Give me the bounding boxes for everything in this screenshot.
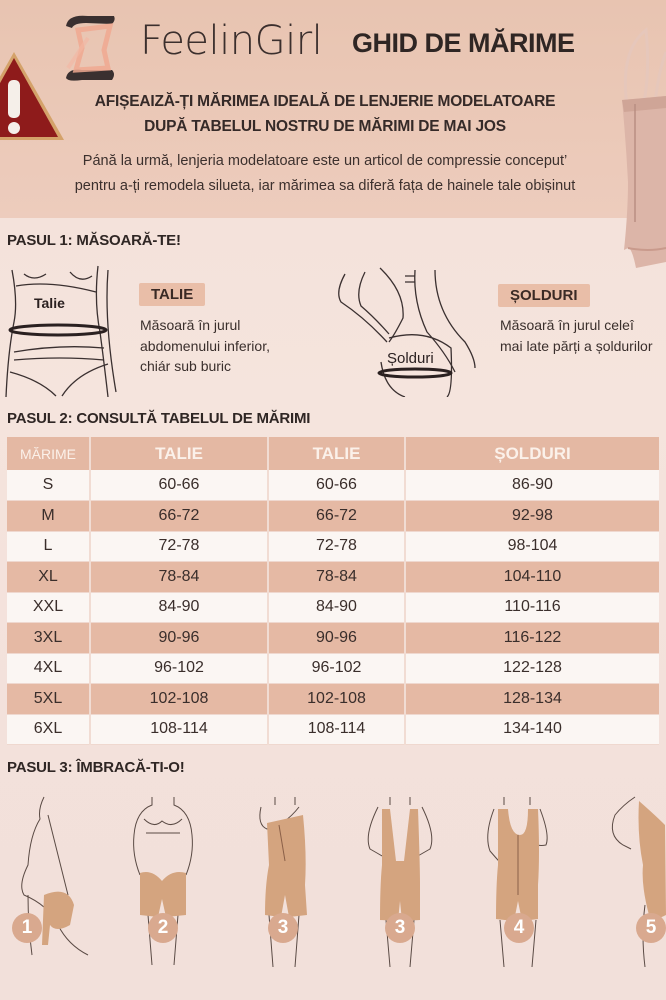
hips-cell: 92-98	[405, 501, 659, 532]
hips-cell: 116-122	[405, 623, 659, 654]
waist-cell: 66-72	[268, 501, 405, 532]
step-number-4: 4	[504, 913, 534, 943]
hips-desc-line-1: Măsoară în jurul celeî	[500, 317, 634, 333]
size-cell: XXL	[7, 592, 90, 623]
waist-cell: 108-114	[90, 714, 268, 745]
size-cell: 4XL	[7, 653, 90, 684]
waist-cell: 90-96	[90, 623, 268, 654]
size-cell: 5XL	[7, 684, 90, 715]
table-header-row	[7, 437, 659, 470]
hips-desc-line-2: mai late părți a șoldurilor	[500, 337, 653, 354]
intro-line-2: pentru a-ți remodela silueta, iar mărimea sa diferă fața de hainele tale obișinut	[74, 178, 576, 194]
waist-cell: 66-72	[90, 501, 268, 532]
waist-cell: 96-102	[268, 653, 405, 684]
hips-cell: 98-104	[405, 531, 659, 562]
intro-line-1: Pánă la urmă, lenjeria modelatoare este un articol de compressie conceput’	[82, 153, 568, 169]
hips-cell: 128-134	[405, 684, 659, 715]
waist-desc-line-3: chiár sub buric	[140, 358, 232, 374]
page-title: GHID DE MĂRIME	[352, 28, 575, 58]
waist-cell: 102-108	[90, 684, 268, 715]
warning-triangle-icon	[0, 48, 66, 144]
waist-cell: 60-66	[90, 470, 268, 501]
column-header-waist-2: TALIE	[268, 437, 405, 470]
shapewear-bodysuit-image	[588, 12, 666, 272]
step1-title: PASUL 1: MĂSOARĂ-TE!	[7, 232, 181, 249]
waist-cell: 84-90	[90, 592, 268, 623]
step-number-2: 2	[148, 913, 178, 943]
size-cell: XL	[7, 562, 90, 593]
brand-name: FeelinGirl	[140, 18, 323, 64]
step2-title: PASUL 2: CONSULTĂ TABELUL DE MĂRIMI	[7, 410, 311, 427]
size-cell: M	[7, 501, 90, 532]
step2-figure-pulling-up-icon	[128, 795, 198, 970]
hips-cell: 134-140	[405, 714, 659, 745]
step-number-1: 1	[12, 913, 42, 943]
table-row	[7, 562, 659, 593]
table-row	[7, 501, 659, 532]
table-row	[7, 623, 659, 654]
waist-cell: 72-78	[90, 531, 268, 562]
hips-figure-icon	[335, 262, 485, 397]
waist-figure-icon	[0, 262, 130, 397]
step-number-3a: 3	[268, 913, 298, 943]
step4-figure-adjusting-icon	[482, 795, 557, 970]
column-header-waist: TALIE	[90, 437, 268, 470]
table-row	[7, 714, 659, 745]
column-header-size: MĂRIME	[7, 437, 90, 470]
table-row	[7, 531, 659, 562]
table-row	[7, 653, 659, 684]
column-header-hips: ȘOLDURI	[494, 443, 571, 463]
feelingirl-logo-icon	[58, 8, 120, 88]
step3-figure-hooking-icon	[255, 795, 315, 970]
headline-line-2: DUPĂ TABELUL NOSTRU DE MĂRIMI DE MAI JOS	[144, 118, 506, 135]
waist-desc-line-2: abdomenului inferior,	[140, 337, 270, 354]
hips-cell: 122-128	[405, 653, 659, 684]
step1-figure-stepping-in-icon	[8, 795, 98, 970]
waist-badge: TALIE	[139, 283, 205, 306]
waist-desc-line-1: Măsoară în jurul	[140, 317, 241, 333]
waist-cell: 78-84	[90, 562, 268, 593]
hips-badge: ȘOLDURI	[498, 284, 590, 307]
size-cell: L	[7, 531, 90, 562]
hips-cell: 104-110	[405, 562, 659, 593]
waist-cell: 84-90	[268, 592, 405, 623]
waist-cell: 72-78	[268, 531, 405, 562]
step3-title: PASUL 3: ÎMBRACĂ-TI-O!	[7, 759, 185, 776]
step5-figure-finished-icon	[605, 795, 666, 970]
table-row	[7, 470, 659, 501]
waist-cell: 102-108	[268, 684, 405, 715]
waist-cell: 108-114	[268, 714, 405, 745]
waist-cell: 90-96	[268, 623, 405, 654]
size-cell: S	[7, 470, 90, 501]
table-row	[7, 592, 659, 623]
hips-cell: 110-116	[405, 592, 659, 623]
step-number-3b: 3	[385, 913, 415, 943]
waist-cell: 78-84	[268, 562, 405, 593]
step-number-5: 5	[636, 913, 666, 943]
hips-description	[500, 315, 653, 356]
hips-figure-label: Șolduri	[387, 350, 434, 367]
waist-cell: 60-66	[268, 470, 405, 501]
hips-cell: 86-90	[405, 470, 659, 501]
headline-line-1: AFIȘEAIZĂ-ȚI MĂRIMEA IDEALĂ DE LENJERIE MODELATOARE	[94, 93, 556, 110]
size-chart-table	[7, 437, 659, 745]
size-cell: 3XL	[7, 623, 90, 654]
waist-figure-label: Talie	[34, 295, 65, 311]
waist-cell: 96-102	[90, 653, 268, 684]
waist-description	[140, 315, 270, 377]
table-row	[7, 684, 659, 715]
step3-figure-zipping-icon	[360, 795, 440, 970]
size-cell: 6XL	[7, 714, 90, 745]
